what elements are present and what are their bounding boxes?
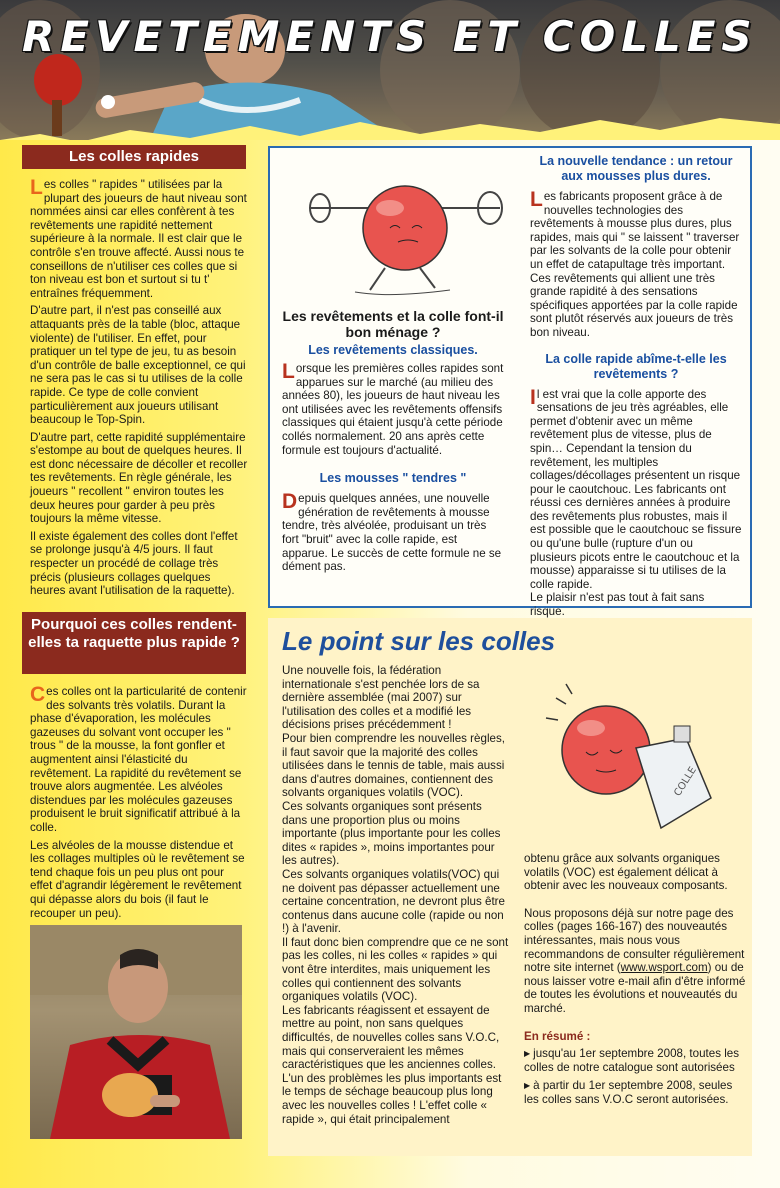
svg-text:COLLE: COLLE [672,765,699,799]
menage-title: Les revêtements et la colle font-il bon ménage ? [282,308,504,340]
website-link[interactable]: www.wsport.com [620,961,708,975]
pourquoi-body [30,685,248,920]
paragraph: Depuis quelques années, une nouvelle génération de revêtements à mousse tendre, très alvéolée, produisant un très fort "bruit" avec la colle rapide, est apparue. Le succès de cette formule ne se dément pas. [282,490,502,574]
point-right-col [524,852,748,1107]
paragraph: Ces revêtements qui allient une très grande rapidité à des sensations spécifiques apportées par la colle rapide sont plutôt réservés aux joueurs de très bon niveau. [530,271,738,339]
drop-cap: I [530,385,536,409]
point-title: Le point sur les colles [282,626,556,656]
section-title-pourquoi: Pourquoi ces colles rendent-elles ta raquette plus rapide ? [22,612,246,674]
menage-right-col [530,154,742,619]
paragraph: Le plaisir n'est pas tout à fait sans risque. [530,591,705,619]
drop-cap: C [30,683,46,706]
menage-left-col [282,308,504,574]
subtitle-classiques: Les revêtements classiques. [308,343,478,357]
paragraph: Une nouvelle fois, la fédération internationale s'est penchée lors de sa dernière assemblée (mai 2007) sur l'utilisation des colles et a modifié les décisions prises précédemment ! [282,664,480,732]
colles-rapides-body [30,178,248,598]
section-title-colles-rapides: Les colles rapides [22,145,246,169]
paragraph: Il faut donc bien comprendre que ce ne sont pas les colles, ni les colles « rapides » qui vont être interdites, mais uniquement les colles qui contiennent des solvants organiques volatils (VOC). [282,935,509,1004]
paragraph: Ces solvants organiques sont présents dans une proportion plus ou moins importante (plus importante pour les colles dites « rapides », moins importantes pour les autres). [282,799,501,868]
menage-box [268,146,752,619]
paragraph: Les fabricants réagissent et essayent de mettre au point, non sans quelques difficultés, de nouvelles colles sans V.O.C, mais qui conserveraient les mêmes caractéristiques que les anciennes colles. L'un des problèmes les plus importants est le temps de séchage beaucoup plus long avec les nouvelles colles ! L'effet colle « rapide », qui était principalement [282,1003,502,1126]
paragraph: Les colles " rapides " utilisées par la plupart des joueurs de haut niveau sont nommées ainsi car elles confèrent à tes revêtements une rapidité nettement supérieure à la normale. Il est clair que le contrôle s'en trouve affecté. Aussi nous te conseillons de n'utiliser ces colles que si ton niveau est bon et surtout si tu t' entraînes fréquemment. [30,176,247,300]
torn-edge [0,112,780,140]
player-photo-bottom [30,925,242,1139]
paddle-icon [102,1073,158,1117]
paragraph: Les alvéoles de la mousse distendue et les collages multiples où le revêtement se tend chaque fois un peu plus ont pour effet d'agrandir légèrement le revêtement qui dépasse alors du bois (il faut le recouper un peu). [30,838,245,920]
subtitle-abime: La colle rapide abîme-t-elle les revêtements ? [545,351,727,381]
player-illustration [30,925,242,1139]
drop-cap: D [282,490,298,514]
ball-weights-illustration [300,168,510,298]
point-left-col [282,664,510,1126]
paragraph: Ces solvants organiques volatils(VOC) qui ne doivent pas dépasser actuellement une certaine concentration, ne devront plus être contenus dans aucune colle (rapide ou non !) à l'avenir. [282,867,505,936]
summary-title: En résumé : [524,1029,591,1043]
page-title: REVETEMENTS ET COLLES [22,12,758,61]
summary-bullet: ▶ jusqu'au 1er septembre 2008, toutes les colles de notre catalogue sont autorisées [524,1047,748,1075]
paragraph: Les fabricants proposent grâce à de nouvelles technologies des revêtements à mousse plus dures, plus rapides, mais qui " se laissent " traverser par les solvants de la colle pour obtenir un effet de catapultage très important. [530,188,740,271]
glue-tube-illustration [536,678,736,838]
ball-icon [101,95,115,109]
paragraph: D'autre part, cette rapidité supplémentaire s'estompe au bout de quelques heures. Il est donc nécessaire de décoller et recoller tes revêtements. En règle générale, les joueurs " recollent " environ toutes les deux heures pour garder à peu près toujours la même vitesse. [30,430,248,526]
paddle-icon [34,54,82,106]
paragraph: Pour bien comprendre les nouvelles règles, il faut savoir que la majorité des colles utilisées dans le tennis de table, mais aussi dans d'autres domaines, contiennent des solvants organiques volatils (VOC). [282,731,505,800]
paragraph: D'autre part, il n'est pas conseillé aux attaquants près de la table (bloc, attaque violente) de l'utiliser. En effet, pour pratiquer un tel type de jeu, tu as besoin d'un contrôle de balle exceptionnel, ce qui ne sera pas le cas si tu utilises de la colle rapide. Ce type de colle convient particulièrement aux joueurs utilisant beaucoup le Top-Spin. [30,304,246,427]
header-banner [0,0,780,140]
point-box [268,618,752,1156]
paragraph: Lorsque les premières colles rapides sont apparues sur le marché (au milieu des années 80), les joueurs de haut niveau les ont utilisées avec les revêtements offensifs classiques qui étaient jusqu'à cette période collés normalement. 20 ans après cette formule est toujours d'actualité. [282,360,504,457]
drop-cap: L [282,360,295,383]
paragraph: Nous proposons déjà sur notre page des colles (pages 166-167) des nouveautés intéressantes, mais nous vous recommandons de consulter régulièrement notre site internet (www.wsport.com) ou de nous laisser votre e-mail afin d'être informé de toutes les évolutions et nouveautés du marché. [524,906,746,1015]
paragraph: Il est vrai que la colle apporte des sensations de jeu très agréables, elle permet d'obtenir avec un même revêtement plus de vitesse, plus de spin… Cependant la tension du revêtement, les multiples collages/décollages présentent un risque pour le caoutchouc. Les fabricants ont réussi ces dernières années à produire des revêtements plus robustes, mais il est possible que le caoutchouc se fissure ou qu'une bulle (rupture d'un ou plusieurs picots entre le caoutchouc et la mousse) apparaisse si tu utilises de la colle rapide. [530,385,742,591]
paragraph: obtenu grâce aux solvants organiques volatils (VOC) est également délicat à obtenir avec les nouveaux composants. [524,852,728,893]
summary-bullet: ▶ à partir du 1er septembre 2008, seules les colles sans V.O.C seront autorisées. [524,1079,748,1107]
subtitle-nouvelle-tendance: La nouvelle tendance : un retour aux mousses plus dures. [539,154,733,183]
paragraph: Ces colles ont la particularité de contenir des solvants très volatils. Durant la phase d'évaporation, les molécules gazeuses du solvant vont occuper les " trous " de la mousse, la font gonfler et augmentent ainsi l'élasticité du revêtement. La rapidité du revêtement se trouve alors augmentée. Les alvéoles distendues par les molécules gazeuses produisent le bruit significatif attribué à la colle. [30,683,247,834]
paragraph: Il existe également des colles dont l'effet se prolonge jusqu'à 4/5 jours. Il faut respecter un procédé de collage très précis (plusieurs collages quelques heures avant l'utilisation de la raquette). [30,529,238,598]
subtitle-mousses-tendres: Les mousses " tendres " [319,471,467,486]
drop-cap: L [30,176,43,199]
drop-cap: L [530,188,543,211]
